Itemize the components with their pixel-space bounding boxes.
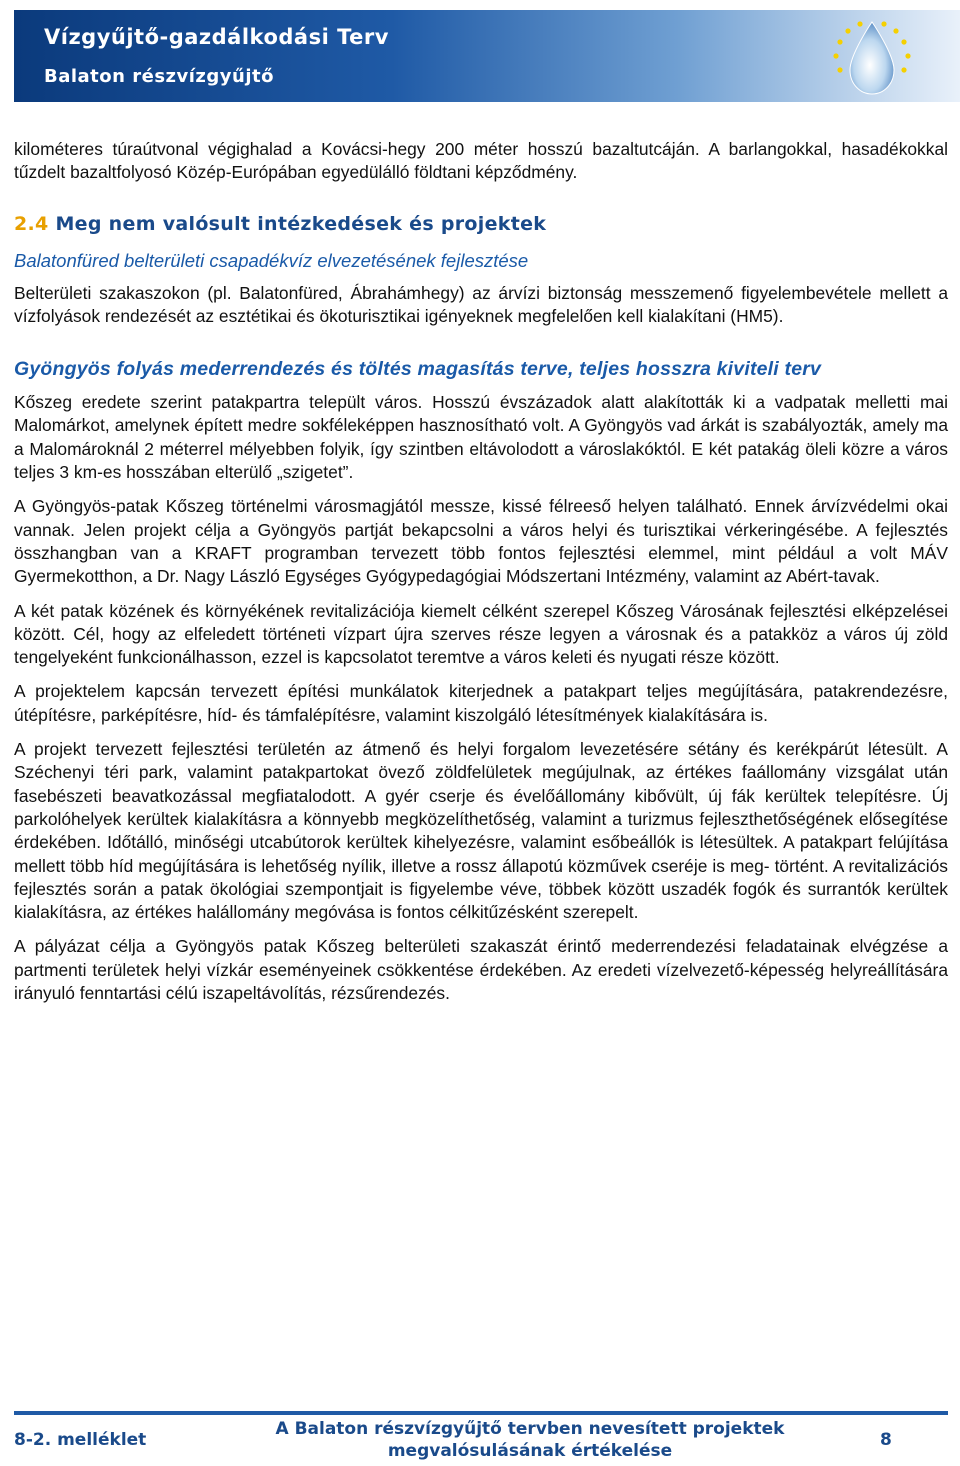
paragraph-5: A projekt tervezett fejlesztési területén az átmenő és helyi forgalom levezetésére sétány és kerékpárút létesült. A Széchenyi téri park, valamint patakpartokat övező zöldfelületek megújulnak, az értékes faállomány vizsgálat után fasebészeti beavatkozással megfiatalodott. A gyér cserje és évelőállomány kibővült, új fák kerültek telepítésre. Új parkolóhelyek kerültek kialakításra a könnyebb megközelíthetőség, valamint a turizmus fejleszthetőségének elősegítése érdekében. Időtálló, minőségi utcabútorok kerültek kihelyezésre, valamint esőbeállók is létesültek. A patakpart felújítása mellett több híd megújítására is lehetőség nyílik, illetve a rossz állapotú közművek cseréje is meg- történt. A revitalizációs fejlesztés során a patak ökológiai szempontjait is figyelembe véve, többek között uszadék fogók és surrantók kerültek kialakításra, az értékes halállomány megóvása is fontos célkitűzésként szerepelt. [14,739,948,923]
paragraph-6: A pályázat célja a Gyöngyös patak Kőszeg belterületi szakaszát érintő mederrendezési feladatainak elvégzése a partmenti területek helyi vízkár eseményeinek csökkentése érdekében. Az eredeti vízelvezető-képesség helyreállítására irányuló fenntartási célú iszapeltávolítás, rézsűrendezés. [14,936,948,1004]
section-number: 2.4 [14,212,49,235]
header-subtitle: Balaton részvízgyűjtő [44,66,274,87]
subsection-1-title: Balatonfüred belterületi csapadékvíz elvezetésének fejlesztése [14,249,529,271]
page-header [14,10,960,102]
section-heading [14,213,948,235]
paragraph-4: A projektelem kapcsán tervezett építési munkálatok kiterjednek a patakpart teljes megújítására, patakrendezésre, útépítésre, parképítésre, híd- és támfalépítésre, valamint kiszolgáló létesítmények kialakítására is. [14,681,948,725]
page-number: 8 [880,1430,892,1450]
intro-paragraph: kilométeres túraútvonal végighalad a Kovácsi-hegy 200 méter hosszú bazaltutcáján. A barlangokkal, hasadékokkal tűzdelt bazaltfolyosó Közép-Európában egyedülálló földtani képződmény. [14,139,948,183]
section-title: Meg nem valósult intézkedések és projektek [48,212,547,235]
subsection-2-title: Gyöngyös folyás mederrendezés és töltés magasítás terve, teljes hosszra kiviteli terv [14,358,822,381]
footer-title-line-1: A Balaton részvízgyűjtő tervben nevesített projektek [275,1419,785,1439]
footer-title-line-2: megvalósulásának értékelése [387,1441,673,1461]
document-body [14,138,948,1005]
footer-annex-label: 8-2. melléklet [14,1430,147,1450]
paragraph-3: A két patak közének és környékének revitalizációja kiemelt célként szerepel Kőszeg Városának fejlesztési elképzelései között. Cél, hogy az elfeledett történeti vízpart újra szerves része legyen a városnak és a patakköz a város új zöld tengelyeként funkcionálhasson, ezzel is kapcsolatot teremtve a város keleti és nyugati része között. [14,600,948,668]
paragraph-2: A Gyöngyös-patak Kőszeg történelmi városmagjától messze, kissé félreeső helyen található. Ennek árvízvédelmi okai vannak. Jelen projekt célja a Gyöngyös partját bekapcsolni a város helyi és turisztikai vérkeringésébe. A fejlesztés összhangban van a KRAFT programban tervezett több fontos fejlesztési elemmel, mint például a volt MÁV Gyermekotthon, a Dr. Nagy László Egységes Gyógypedagógiai Módszertani Intézmény, valamint az Abért-tavak. [14,496,948,587]
eu-water-drop-logo-icon [814,16,954,100]
subsection-1-paragraph: Belterületi szakaszokon (pl. Balatonfüred, Ábrahámhegy) az árvízi biztonság messzemenő figyelembevétele mellett a vízfolyások rendezését az esztétikai és ökoturisztikai igényeknek megfelelően kell kialakítani (HM5). [14,282,948,326]
footer-divider [14,1411,948,1415]
paragraph-1: Kőszeg eredete szerint patakpartra települt város. Hosszú évszázadok alatt alakították ki a vadpatak melletti mai Malomárkot, amelynek épített medre sokféleképpen hasznosítható volt. A Gyöngyös vad árkát is szabályozták, amely ma a Malomároknál 2 méterrel mélyebben folyik, így szintben eltávolodott a városlakóktól. E két patakág öleli közre a város teljes 3 km-es hosszában elterülő „szigetet”. [14,392,948,483]
header-title: Vízgyűjtő-gazdálkodási Terv [44,25,389,49]
footer-document-title [240,1418,820,1462]
